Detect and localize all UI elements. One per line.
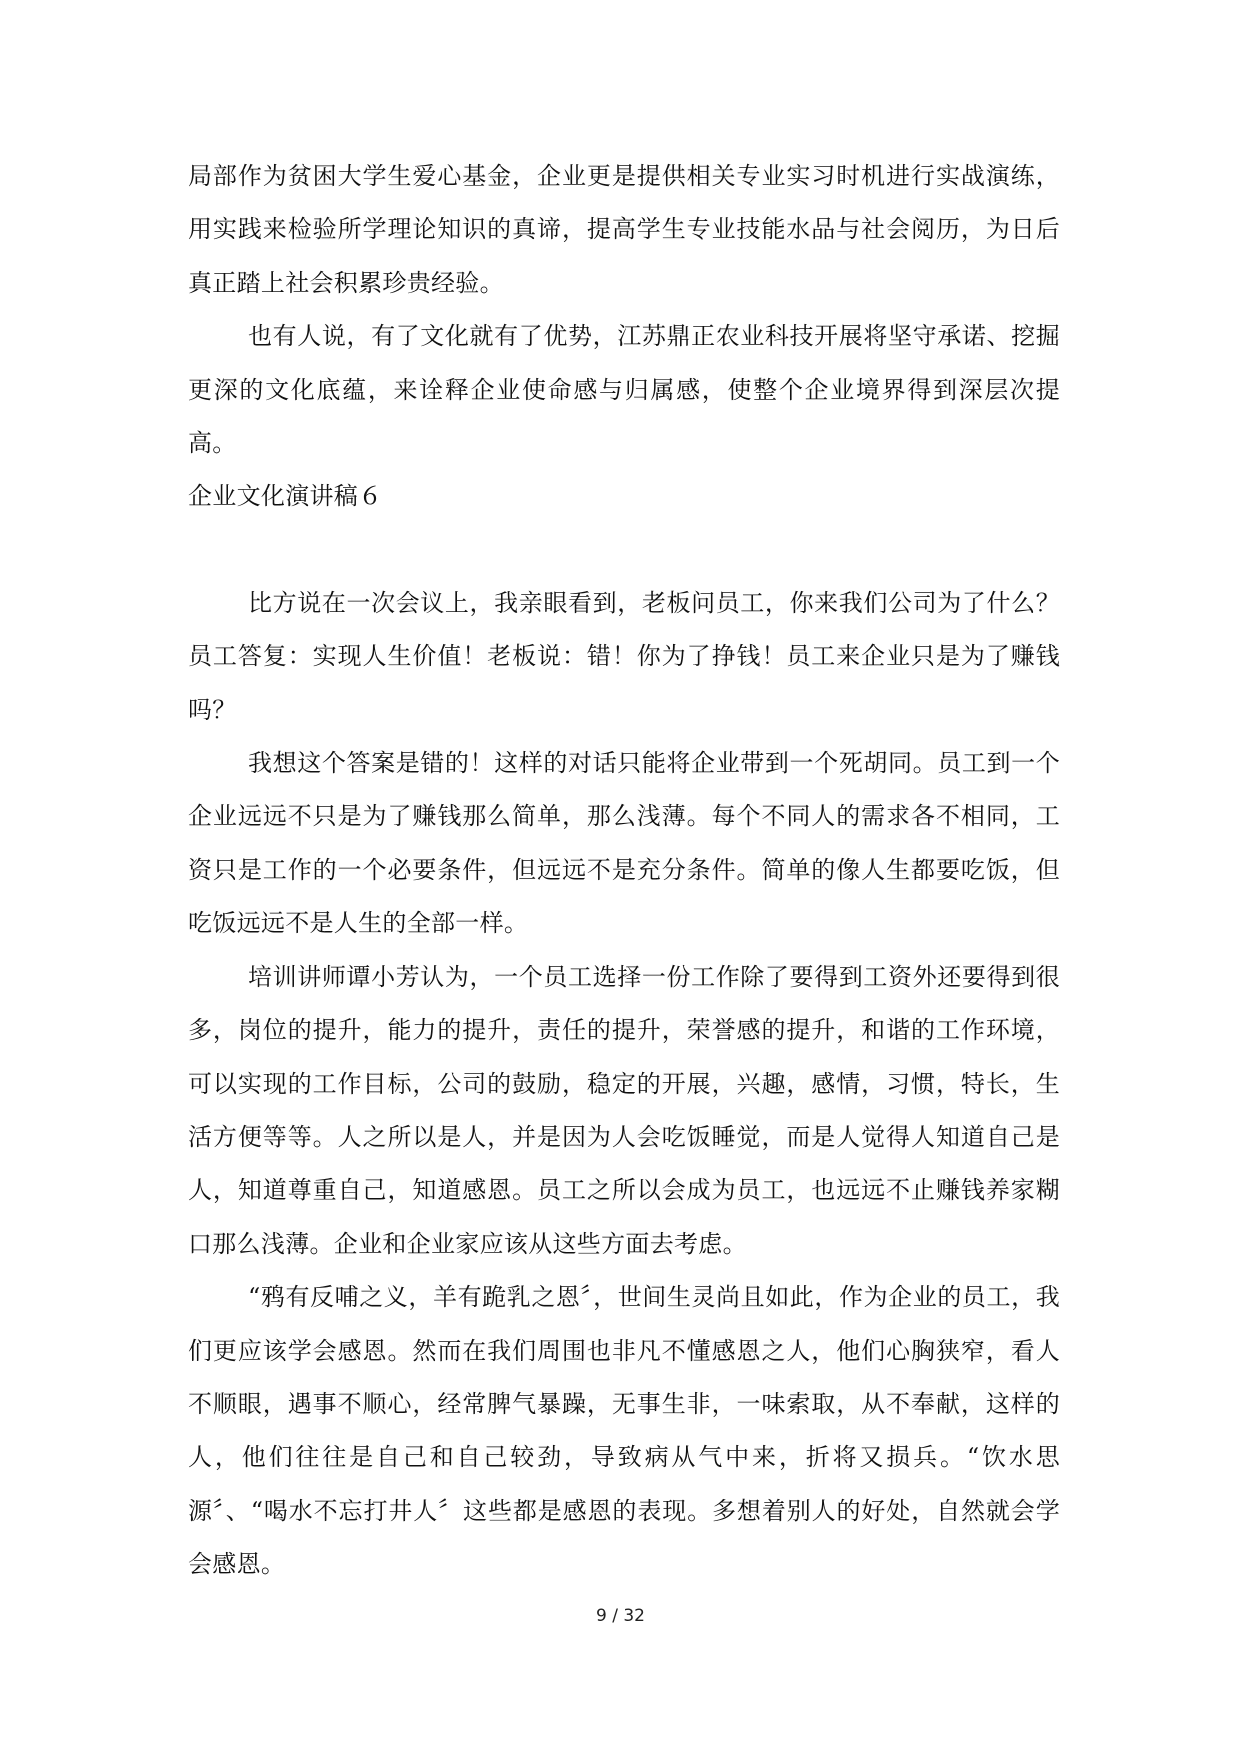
paragraph-meeting-example: 比方说在一次会议上，我亲眼看到，老板问员工，你来我们公司为了什么？员工答复：实现人生价值！老板说：错！你为了挣钱！员工来企业只是为了赚钱吗？ (188, 588, 1060, 724)
document-body (188, 150, 1060, 1592)
paragraph-culture-advantage: 也有人说，有了文化就有了优势，江苏鼎正农业科技开展将坚守承诺、挖掘更深的文化底蕴，来诠释企业使命感与归属感，使整个企业境界得到深层次提高。 (188, 322, 1060, 458)
section-title: 企业文化演讲稿６ (188, 482, 383, 511)
paragraph-trainer-view: 培训讲师谭小芳认为，一个员工选择一份工作除了要得到工资外还要得到很多，岗位的提升，能力的提升，责任的提升，荣誉感的提升，和谐的工作环境，可以实现的工作目标，公司的鼓励，稳定的开展，兴趣，感情，习惯，特长，生活方便等等。人之所以是人，并是因为人会吃饭睡觉，而是人觉得人知道自己是人，知道尊重自己，知道感恩。员工之所以会成为员工，也远远不止赚钱养家糊口那么浅薄。企业和企业家应该从这些方面去考虑。 (188, 962, 1060, 1258)
page-number: 9 / 32 (596, 1606, 645, 1626)
paragraph-scholarship: 局部作为贫困大学生爱心基金，企业更是提供相关专业实习时机进行实战演练，用实践来检验所学理论知识的真谛，提高学生专业技能水品与社会阅历，为日后真正踏上社会积累珍贵经验。 (188, 162, 1060, 297)
paragraph-wrong-answer: 我想这个答案是错的！这样的对话只能将企业带到一个死胡同。员工到一个企业远远不只是为了赚钱那么简单，那么浅薄。每个不同人的需求各不相同，工资只是工作的一个必要条件，但远远不是充分条件。简单的像人生都要吃饭，但吃饭远远不是人生的全部一样。 (188, 749, 1060, 938)
section-spacer (188, 524, 1060, 577)
paragraph-gratitude: “鸦有反哺之义，羊有跪乳之恩〞，世间生灵尚且如此，作为企业的员工，我们更应该学会感恩。然而在我们周围也非凡不懂感恩之人，他们心胸狭窄，看人不顺眼，遇事不顺心，经常脾气暴躁，无事生非，一味索取，从不奉献，这样的人，他们往往是自己和自己较劲，导致病从气中来，折将又损兵。“饮水思源〞、“喝水不忘打井人〞这些都是感恩的表现。多想着别人的好处，自然就会学会感恩。 (188, 1283, 1060, 1579)
